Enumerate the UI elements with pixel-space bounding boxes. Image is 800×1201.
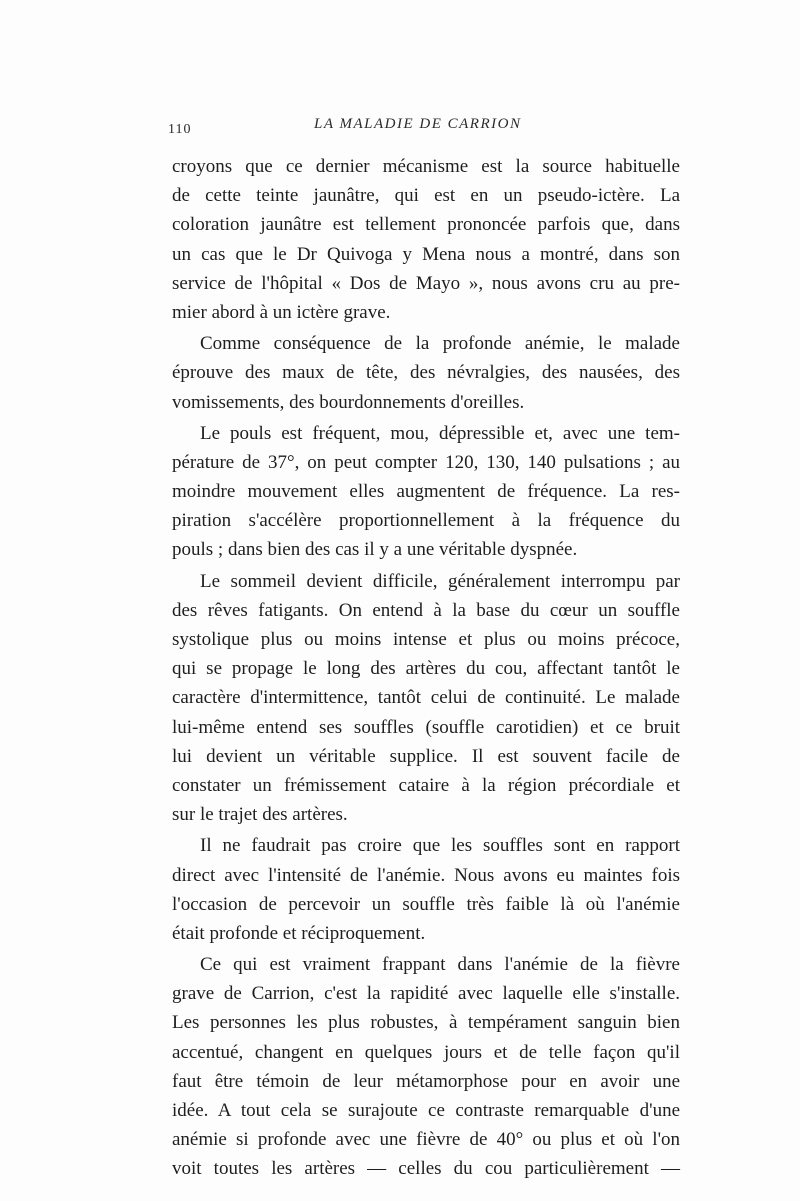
text-line: piration s'accélère proportionnellement à la fréquence du: [172, 510, 680, 532]
text-line: éprouve des maux de tête, des névralgies, des nausées, des: [172, 362, 680, 384]
text-line: service de l'hôpital « Dos de Mayo », nous avons cru au pre-: [172, 272, 680, 294]
text-line: pérature de 37°, on peut compter 120, 130, 140 pulsations ; au: [172, 451, 680, 473]
text-line: Le pouls est fréquent, mou, dépressible et, avec une tem-: [200, 422, 680, 444]
text-line: un cas que le Dr Quivoga y Mena nous a montré, dans son: [172, 243, 680, 265]
text-line: lui-même entend ses souffles (souffle carotidien) et ce bruit: [172, 716, 680, 738]
text-line: voit toutes les artères — celles du cou particulièrement —: [172, 1158, 680, 1180]
text-line: systolique plus ou moins intense et plus ou moins précoce,: [172, 629, 680, 650]
paragraph: [172, 567, 680, 830]
text-line: coloration jaunâtre est tellement prononcée parfois que, dans: [172, 214, 680, 236]
text-line: sur le trajet des artères.: [172, 804, 348, 826]
text-line: vomissements, des bourdonnements d'oreilles.: [172, 391, 525, 413]
paragraph: [172, 419, 680, 565]
text-line: Comme conséquence de la profonde anémie, le malade: [200, 333, 680, 355]
paragraph: [172, 831, 680, 948]
body-text: [172, 152, 680, 1184]
text-line: anémie si profonde avec une fièvre de 40° ou plus et où l'on: [172, 1129, 680, 1151]
text-line: accentué, changent en quelques jours et de telle façon qu'il: [172, 1041, 680, 1063]
text-line: pouls ; dans bien des cas il y a une véritable dyspnée.: [172, 539, 578, 561]
text-line: Ce qui est vraiment frappant dans l'anémie de la fièvre: [200, 954, 680, 976]
text-line: mier abord à un ictère grave.: [172, 301, 391, 323]
text-line: qui se propage le long des artères du cou, affectant tantôt le: [172, 658, 680, 680]
text-line: caractère d'intermittence, tantôt celui de continuité. Le malade: [172, 687, 680, 709]
text-line: Les personnes les plus robustes, à tempérament sanguin bien: [172, 1012, 680, 1034]
paragraph: [172, 329, 680, 417]
text-line: de cette teinte jaunâtre, qui est en un pseudo-ictère. La: [172, 185, 680, 207]
paragraph: [172, 950, 680, 1184]
text-line: lui devient un véritable supplice. Il est souvent facile de: [172, 745, 680, 767]
text-line: Il ne faudrait pas croire que les souffles sont en rapport: [200, 835, 680, 857]
paragraph: [172, 152, 680, 327]
text-line: moindre mouvement elles augmentent de fréquence. La res-: [172, 481, 680, 503]
text-line: constater un frémissement cataire à la région précordiale et: [172, 774, 680, 796]
text-line: des rêves fatigants. On entend à la base du cœur un souffle: [172, 599, 680, 621]
text-line: Le sommeil devient difficile, généralement interrompu par: [200, 570, 680, 592]
text-line: croyons que ce dernier mécanisme est la source habituelle: [172, 156, 680, 177]
text-line: était profonde et réciproquement.: [172, 922, 426, 944]
running-title: LA MALADIE DE CARRION: [314, 116, 522, 132]
text-line: direct avec l'intensité de l'anémie. Nous avons eu maintes fois: [172, 864, 680, 886]
text-line: faut être témoin de leur métamorphose pour en avoir une: [172, 1070, 680, 1092]
text-line: l'occasion de percevoir un souffle très faible là où l'anémie: [172, 893, 680, 915]
text-line: idée. A tout cela se surajoute ce contraste remarquable d'une: [172, 1100, 680, 1121]
page-number: 110: [168, 122, 192, 137]
page-header: [170, 116, 680, 140]
text-line: grave de Carrion, c'est la rapidité avec laquelle elle s'installe.: [172, 983, 680, 1005]
